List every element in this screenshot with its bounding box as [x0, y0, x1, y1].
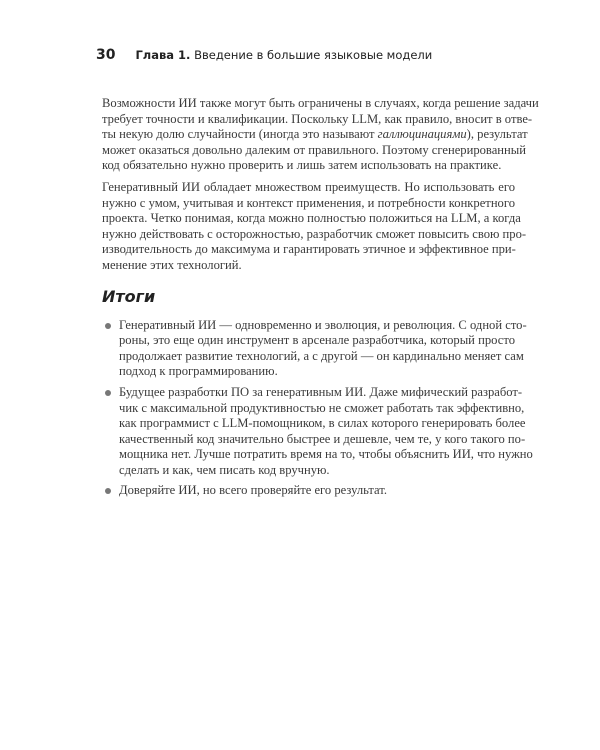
text-line: требует точности и квалификации. Поскольку LLM, как правило, вносит в отве-	[102, 111, 533, 126]
text-line: качественный код значительно быстрее и дешевле, чем те, у кого такого по-	[119, 431, 526, 446]
text-line: изводительность до максимума и гарантировать этичное и эффективное при-	[102, 242, 516, 257]
text-line: может оказаться довольно далеким от правильного. Поэтому сгенерированный	[102, 142, 526, 157]
text-line: Возможности ИИ также могут быть ограничены в случаях, когда решение задачи	[102, 96, 539, 110]
summary-list	[102, 317, 533, 500]
list-item	[102, 317, 527, 380]
text-line: как программист с LLM-помощником, в силах которого генерировать более	[119, 416, 526, 431]
chapter-label: Глава 1.	[135, 48, 191, 62]
page-number: 30	[96, 47, 116, 63]
running-header	[96, 44, 515, 66]
list-item	[102, 384, 533, 479]
bullet-icon	[105, 323, 111, 329]
chapter-heading	[135, 44, 432, 66]
list-item	[102, 483, 515, 499]
text-line: проекта. Четко понимая, когда можно полностью положиться на LLM, а когда	[102, 211, 521, 226]
text-line: сделать и как, чем писать код вручную.	[119, 462, 330, 477]
text-line	[102, 127, 528, 143]
text-line: Будущее разработки ПО за генеративным ИИ. Даже мифический разработ-	[119, 384, 523, 399]
text-line: Доверяйте ИИ, но всего проверяйте его результат.	[119, 483, 388, 498]
text-line: Генеративный ИИ — одновременно и эволюция, и революция. С одной сто-	[119, 317, 527, 332]
bullet-icon	[105, 488, 111, 494]
text-line: нужно с умом, учитывая и контекст применения, и потребности конкретного	[102, 195, 515, 210]
text-line: менение этих технологий.	[102, 257, 242, 272]
text-line: подход к программированию.	[119, 364, 278, 379]
text-line: чик с максимальной продуктивностью не сможет работать так эффективно,	[119, 400, 525, 415]
paragraph-2	[102, 179, 527, 274]
section-heading: Итоги	[102, 286, 156, 306]
text-span: ты некую долю случайности (иногда это называют	[102, 127, 378, 142]
paragraph-1	[102, 96, 539, 174]
chapter-title: Введение в большие языковые модели	[194, 48, 433, 62]
text-line: мощника нет. Лучше потратить время на то, чтобы объяснить ИИ, что нужно	[119, 447, 533, 462]
text-line: Генеративный ИИ обладает множеством преимуществ. Но использовать его	[102, 179, 515, 194]
text-line: продолжает развитие технологий, а с другой — он кардинально меняет сам	[119, 348, 524, 363]
text-span: ), результат	[466, 127, 528, 142]
text-line: роны, это еще один инструмент в арсенале разработчика, который просто	[119, 333, 515, 348]
bullet-icon	[105, 390, 111, 396]
text-line: код обязательно нужно проверить и лишь затем использовать на практике.	[102, 158, 502, 173]
italic-term: галлюцинациями	[377, 127, 467, 142]
page-content	[96, 96, 539, 499]
text-line: нужно действовать с осторожностью, разработчик сможет повысить свою про-	[102, 226, 527, 241]
